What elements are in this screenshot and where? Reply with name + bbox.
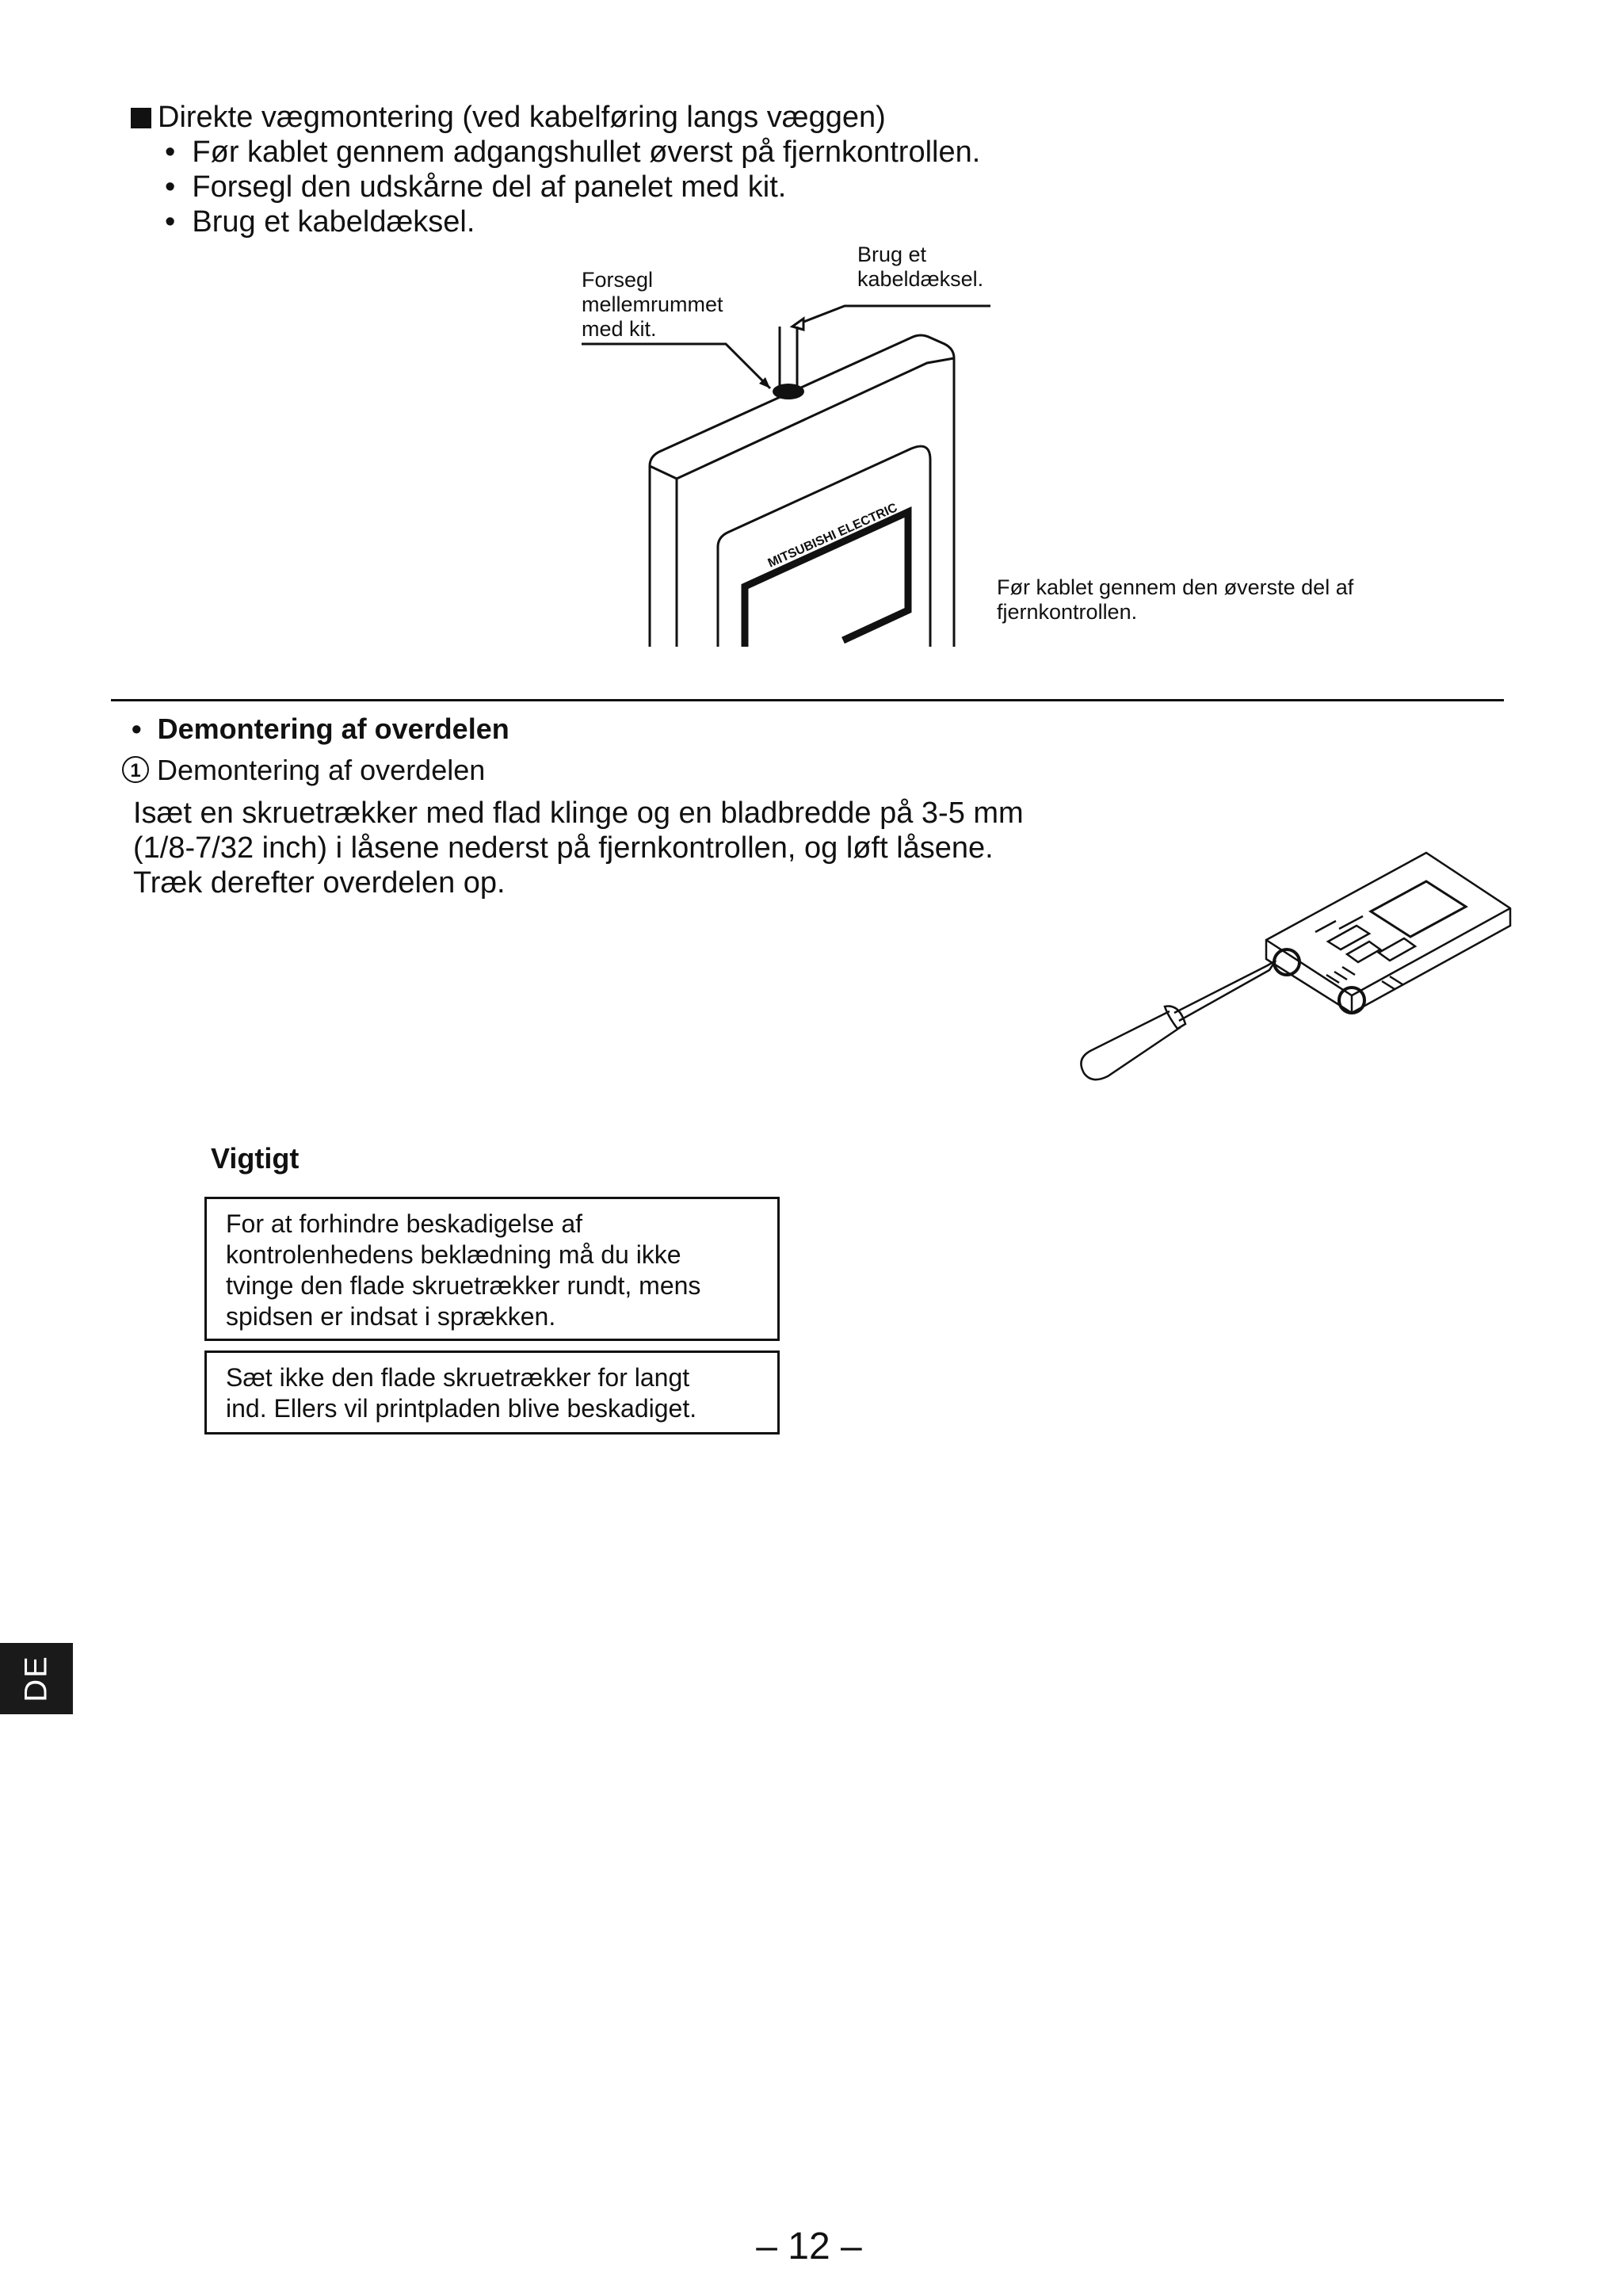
bullet-item: • Før kablet gennem adgangshullet øverst på fjernkontrollen. xyxy=(165,136,981,169)
language-tab xyxy=(0,1643,73,1714)
section-title: • Demontering af overdelen xyxy=(132,712,509,745)
language-tab-label: DE xyxy=(18,1655,54,1702)
warning-box-1: For at forhindre beskadigelse af kontrolenhedens beklædning må du ikke tvinge den flade skruetrækker rundt, mens spidsen er indsat i sprækken. xyxy=(204,1197,780,1341)
warning-box-2: Sæt ikke den flade skruetrækker for langt ind. Ellers vil printpladen blive beskadiget. xyxy=(204,1350,780,1435)
callout-route: Før kablet gennem den øverste del af fjernkontrollen. xyxy=(997,575,1354,624)
callout-seal: Forsegl mellemrummet med kit. xyxy=(582,268,723,341)
bullet-item: • Brug et kabeldæksel. xyxy=(165,205,475,239)
bullet-item: • Forsegl den udskårne del af panelet med kit. xyxy=(165,170,787,204)
step-number-badge: 1 xyxy=(122,756,149,783)
screwdriver-figure xyxy=(0,0,1618,1110)
important-title: Vigtigt xyxy=(211,1142,300,1175)
instruction-paragraph: Isæt en skruetrækker med flad klinge og en bladbredde på 3-5 mm (1/8-7/32 inch) i låsene nederst på fjernkontrollen, og løft låsene. Træk derefter overdelen op. xyxy=(133,797,1024,900)
callout-cover: Brug et kabeldæksel. xyxy=(857,243,984,291)
step-heading: 1 Demontering af overdelen xyxy=(122,753,485,788)
section-heading-text: Direkte vægmontering (ved kabelføring langs væggen) xyxy=(158,101,886,134)
brand-logo: MITSUBISHI ELECTRIC xyxy=(765,501,900,571)
page-number: – 12 – xyxy=(756,2225,862,2267)
